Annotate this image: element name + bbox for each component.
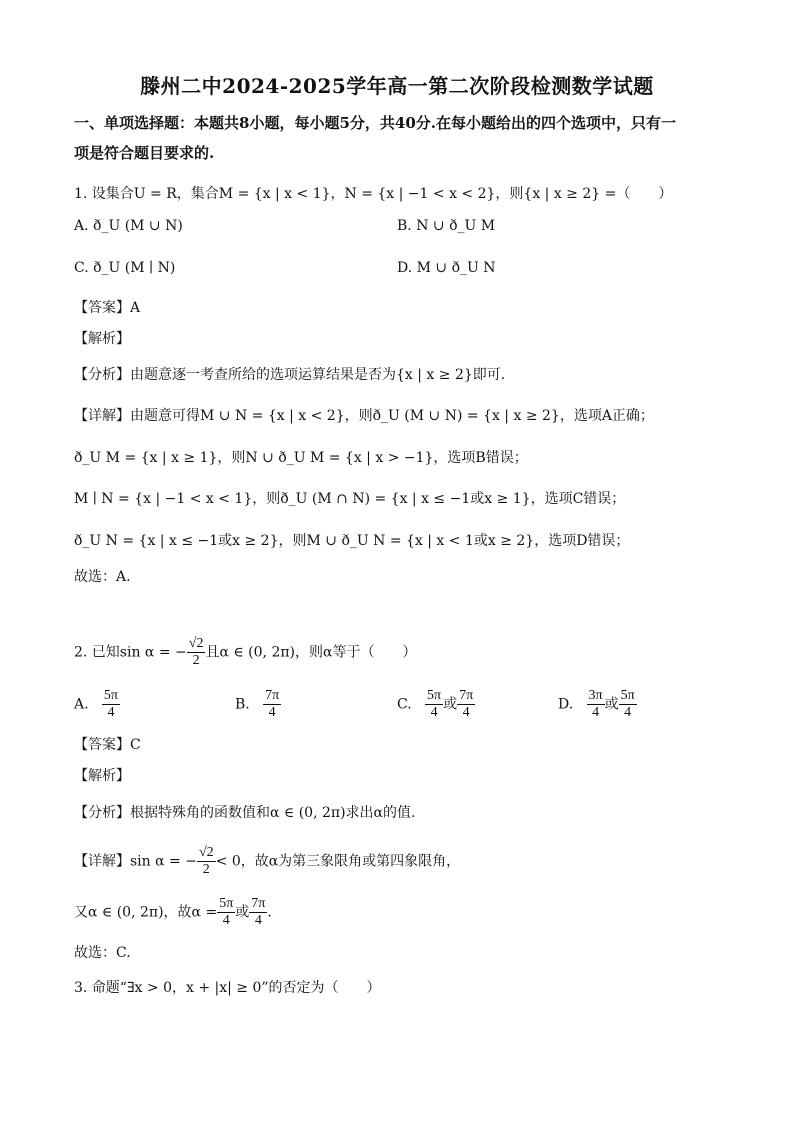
q2-detail-num: √2 [198, 845, 214, 860]
q2-option-a-label: A. [74, 696, 89, 713]
q2-option-c [397, 688, 475, 721]
q2-option-c-fraction-1 [425, 688, 443, 721]
q2-option-d-fraction-2 [619, 688, 637, 721]
q2-choose: 故选：C. [74, 945, 131, 961]
q1-answer: 【答案】A [74, 300, 141, 316]
q2-detail-post: < 0，故α为第三象限角或第四象限角， [215, 853, 461, 870]
q2-detail-den: 2 [202, 862, 210, 877]
q2-stem-pre: 2. 已知sin α = − [74, 644, 187, 661]
page-title: 滕州二中2024-2025学年高一第二次阶段检测数学试题 [140, 74, 654, 98]
q2-again-num-2: 7π [251, 896, 266, 911]
q2-option-b [235, 688, 281, 721]
q2-option-d-den-2: 4 [624, 705, 632, 720]
q2-again-pre: 又α ∈ (0, 2π)，故α = [74, 904, 218, 921]
q2-fenxi: 【分析】根据特殊角的函数值和α ∈ (0, 2π)求出α的值. [74, 805, 416, 821]
q2-option-c-fraction-2 [457, 688, 475, 721]
q2-option-c-num-2: 7π [459, 688, 474, 703]
q2-stem-den: 2 [192, 653, 200, 668]
q2-again-fraction-1 [217, 896, 235, 929]
q2-option-a [74, 688, 120, 721]
q2-option-d-fraction-1 [587, 688, 605, 721]
q2-answer: 【答案】C [74, 737, 141, 753]
q2-option-c-or: 或 [443, 696, 458, 713]
q2-stem-post: 且α ∈ (0, 2π)，则α等于（ ） [205, 644, 417, 661]
q2-detail-pre: 【详解】sin α = − [74, 853, 197, 870]
q2-detail-fraction [197, 845, 216, 878]
q1-detail-4: ð_U N = {x | x ≤ −1或x ≥ 2}，则M ∪ ð_U N = {x | x < 1或x ≥ 2}，选项D错误； [74, 533, 630, 549]
q2-again-fraction-2 [249, 896, 267, 929]
q2-again-end: . [267, 904, 272, 921]
q2-option-a-fraction [102, 688, 120, 721]
q2-option-a-den: 4 [107, 705, 115, 720]
q2-detail [74, 845, 460, 878]
q2-option-b-den: 4 [268, 705, 276, 720]
q1-detail-2: ð_U M = {x | x ≥ 1}，则N ∪ ð_U M = {x | x > −1}，选项B错误； [74, 450, 528, 466]
q2-option-d [558, 688, 637, 721]
section-heading-line2: 项是符合题目要求的. [74, 144, 215, 162]
q2-stem-fraction [187, 636, 206, 669]
q2-again-den-1: 4 [222, 913, 230, 928]
q2-option-d-num-1: 3π [588, 688, 603, 703]
q1-option-a: A. ð_U (M ∪ N) [74, 218, 183, 234]
q1-choose: 故选：A. [74, 569, 131, 585]
q1-analysis-label: 【解析】 [74, 331, 130, 347]
q2-again-or: 或 [235, 904, 250, 921]
q2-option-a-num: 5π [103, 688, 118, 703]
q2-analysis-label: 【解析】 [74, 768, 130, 784]
q2-option-d-label: D. [558, 696, 574, 713]
q2-again [74, 896, 272, 929]
q2-option-b-label: B. [235, 696, 250, 713]
q1-detail-1: 【详解】由题意可得M ∪ N = {x | x < 2}，则ð_U (M ∪ N) = {x | x ≥ 2}，选项A正确； [74, 408, 654, 424]
q1-option-b: B. N ∪ ð_U M [397, 218, 496, 234]
q2-again-num-1: 5π [219, 896, 234, 911]
q1-fenxi: 【分析】由题意逐一考查所给的选项运算结果是否为{x | x ≥ 2}即可. [74, 367, 506, 383]
q2-option-c-den-2: 4 [462, 705, 470, 720]
q2-stem-num: √2 [188, 636, 204, 651]
q2-option-b-num: 7π [265, 688, 280, 703]
section-heading-line1: 一、单项选择题：本题共8小题，每小题5分，共40分.在每小题给出的四个选项中，只有一 [74, 114, 676, 132]
q1-option-d: D. M ∪ ð_U N [397, 260, 496, 276]
q2-again-den-2: 4 [254, 913, 262, 928]
q2-option-d-num-2: 5π [620, 688, 635, 703]
q2-option-c-den-1: 4 [430, 705, 438, 720]
q1-stem: 1. 设集合U = R，集合M = {x | x < 1}，N = {x | −1 < x < 2}，则{x | x ≥ 2} =（ ） [74, 186, 673, 202]
q1-detail-3: M ∣ N = {x | −1 < x < 1}，则ð_U (M ∩ N) = {x | x ≤ −1或x ≥ 1}，选项C错误； [74, 491, 626, 507]
q1-option-c: C. ð_U (M ∣ N) [74, 260, 176, 276]
q3-stem: 3. 命题“∃x > 0，x + |x| ≥ 0”的否定为（ ） [74, 980, 381, 996]
q2-option-d-or: 或 [604, 696, 619, 713]
q2-stem [74, 636, 416, 669]
q2-option-d-den-1: 4 [592, 705, 600, 720]
q2-option-c-num-1: 5π [427, 688, 442, 703]
q2-option-b-fraction [263, 688, 281, 721]
q2-option-c-label: C. [397, 696, 412, 713]
